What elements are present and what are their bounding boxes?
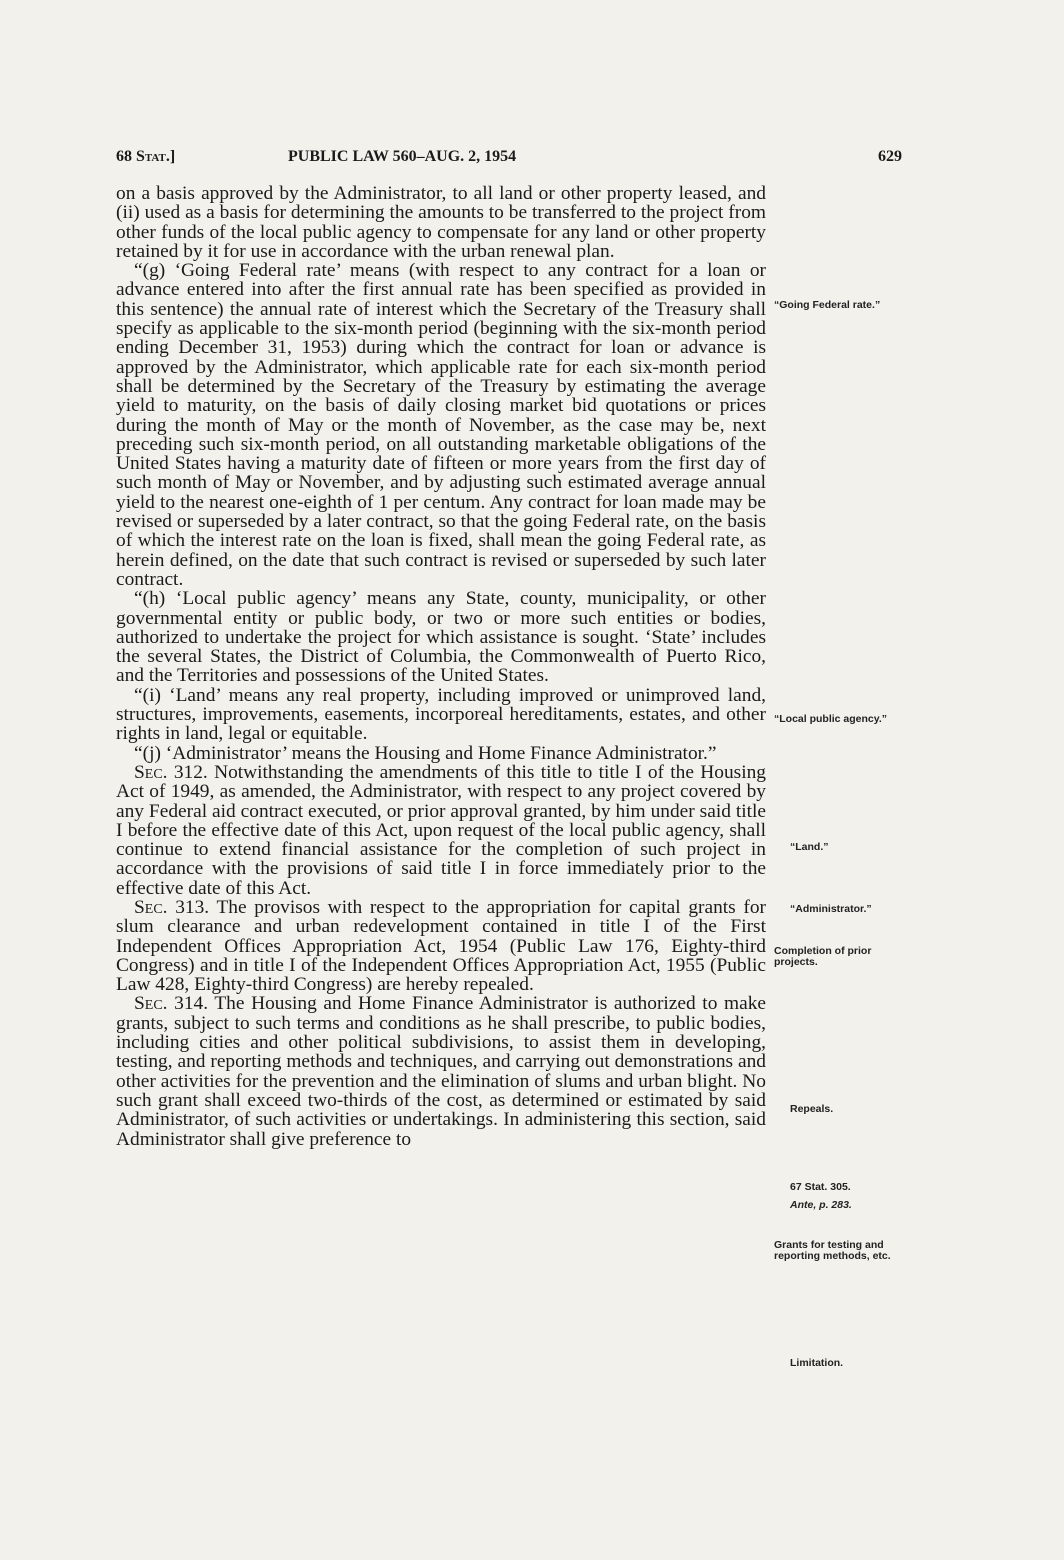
body-text <box>116 184 766 1149</box>
margin-note-administrator: “Administrator.” <box>790 903 872 915</box>
margin-note-stat-ref: 67 Stat. 305. <box>790 1181 851 1193</box>
running-header <box>116 148 916 170</box>
statute-volume: 68 Stat.] <box>116 148 176 165</box>
margin-note-limitation: Limitation. <box>790 1357 844 1369</box>
section-text: The Housing and Home Finance Administrator is authorized to make grants, subject to such terms and conditions as he shall prescribe, to public bodies, including cities and other political subdivisions, to assist them in developing, testing, and reporting methods and techniques, and carrying out demonstrations and other activities for the prevention and the elimination of slums and urban blight. No such grant shall exceed two-thirds of the cost, as determined or estimated by said Administrator, of such activities or undertakings. In administering this section, said Administrator shall give preference to <box>116 993 766 1150</box>
margin-note-local-public-agency: “Local public agency.” <box>774 713 887 725</box>
paragraph-local-public-agency: “(h) ‘Local public agency’ means any State, county, municipality, or other governmental entity or public body, or two or more such entities or bodies, authorized to undertake the project for which assistance is sought. ‘State’ includes the several States, the District of Columbia, the Commonwealth of Puerto Rico, and the Territories and possessions of the United States. <box>116 588 766 687</box>
section-text: Notwithstanding the amendments of this title to title I of the Housing Act of 1949, as amended, the Administrator, with respect to any project covered by any Federal aid contract executed, or prior approval granted, by him under said title I before the effective date of this Act, upon request of the local public agency, shall continue to extend financial assistance for the completion of such project in accordance with the provisions of said title I in force immediately prior to the effective date of this Act. <box>116 761 766 899</box>
section-text: The provisos with respect to the appropriation for capital grants for slum clearance and urban redevelopment contained in title I of the First Independent Offices Appropriation Act, 1954 (Public Law 176, Eighty-third Congress) and in title I of the Independent Offices Appropriation Act, 1955 (Public Law 428, Eighty-third Congress) are hereby repealed. <box>116 896 766 996</box>
margin-note-completion: Completion of prior projects. <box>774 945 872 968</box>
paragraph: on a basis approved by the Administrator, to all land or other property leased, and (ii) used as a basis for determining the amounts to be transferred to the project from other funds of the local public agency to compensate for any land or other property retained by it for use in accordance with the urban renewal plan. <box>116 183 766 262</box>
margin-note-grants: Grants for testing and reporting methods, etc. <box>774 1239 891 1262</box>
margin-note-land: “Land.” <box>790 841 829 853</box>
section-label: Sec. 314. <box>134 993 209 1015</box>
paragraph-administrator: “(j) ‘Administrator’ means the Housing and Home Finance Administrator.” <box>134 742 717 764</box>
margin-note-going-federal-rate: “Going Federal rate.” <box>774 299 881 311</box>
header-title: PUBLIC LAW 560–AUG. 2, 1954 <box>288 148 517 165</box>
section-label: Sec. 313. <box>134 896 210 918</box>
section-313 <box>116 898 766 994</box>
margin-note-repeals: Repeals. <box>790 1103 834 1115</box>
section-314 <box>116 994 766 1148</box>
section-312 <box>116 763 766 898</box>
paragraph-land: “(i) ‘Land’ means any real property, including improved or unimproved land, structures, improvements, easements, incorporeal hereditaments, estates, and other rights in land, legal or equitable. <box>116 684 766 745</box>
paragraph-going-federal-rate: “(g) ‘Going Federal rate’ means (with respect to any contract for a loan or advance entered into after the first annual rate has been specified as provided in this sentence) the annual rate of interest which the Secretary of the Treasury shall specify as applicable to the six-month period (beginning with the six-month period ending December 31, 1953) during which the contract for loan or advance is approved by the Administrator, which applicable rate for each six-month period shall be determined by the Secretary of the Treasury by estimating the average yield to maturity, on the basis of daily closing market bid quotations or prices during the month of May or the month of November, as the case may be, next preceding such six-month period, on all outstanding marketable obligations of the United States having a maturity date of fifteen or more years from the first day of such month of May or November, and by adjusting such estimated average annual yield to the nearest one-eighth of 1 per centum. Any contract for loan made may be revised or superseded by a later contract, so that the going Federal rate, on the basis of which the interest rate on the loan is fixed, shall mean the going Federal rate, as herein defined, on the date that such contract is revised or superseded by such later contract. <box>116 260 766 590</box>
margin-note-ante-ref: Ante, p. 283. <box>790 1199 852 1211</box>
section-label: Sec. 312. <box>134 761 208 783</box>
page-number: 629 <box>878 148 902 165</box>
